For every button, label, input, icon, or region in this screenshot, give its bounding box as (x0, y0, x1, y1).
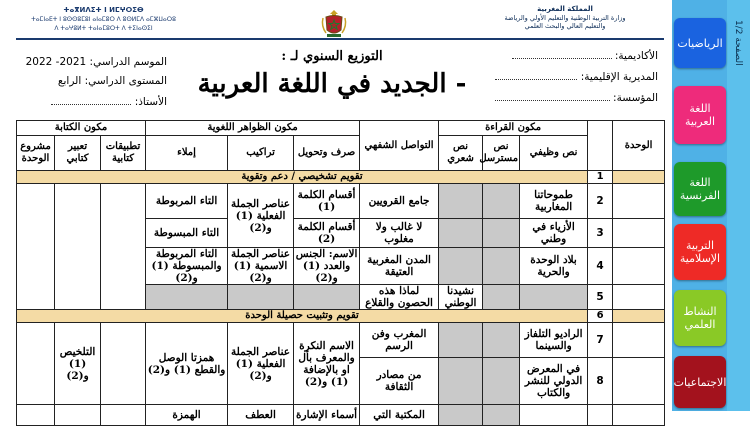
school-year-field: الموسم الدراسي: 2021- 2022 (25, 56, 167, 68)
poetry-text-header: نص شعري (439, 136, 483, 171)
academy-label: الأكاديمية: (614, 50, 658, 62)
writing-apps-cell (101, 323, 146, 405)
row-number: 5 (588, 285, 613, 310)
continuous-text-cell (483, 285, 520, 310)
structures-cell (228, 285, 294, 310)
functional-text-cell: الراديو التلفاز والسينما (520, 323, 588, 358)
functional-text-cell: في المعرض الدولي للنشر والكتاب (520, 358, 588, 405)
teacher-label: الأستاذ: (134, 96, 167, 108)
unit-cell (613, 358, 665, 405)
oral-cell: المكتبة التي (360, 405, 439, 426)
poetry-text-cell (439, 323, 483, 358)
subject-label: الرياضيات (677, 36, 723, 50)
table-row (17, 171, 665, 184)
structures-cell: عناصر الجملة الفعلية (1) و(2) (228, 323, 294, 405)
oral-cell: من مصادر الثقافة (360, 358, 439, 405)
structures-header: تراكيب (228, 136, 294, 171)
morphology-cell: أقسام الكلمة (1) (294, 184, 360, 219)
academy-blank (512, 48, 612, 59)
unit-project-cell (17, 184, 55, 310)
unit-cell (613, 184, 665, 219)
unit-cell (613, 405, 665, 426)
unit-project-cell (17, 405, 55, 426)
structures-cell: عناصر الجملة الاسمية (1) و(2) (228, 248, 294, 285)
row-number-header (588, 121, 613, 171)
poetry-text-cell (439, 219, 483, 248)
poetry-text-cell: نشيدنا الوطني (439, 285, 483, 310)
dictation-header: إملاء (146, 136, 228, 171)
subject-button-math[interactable] (674, 18, 726, 68)
unit-cell (613, 323, 665, 358)
institution-blank (495, 90, 610, 101)
ministry-arabic-text (470, 5, 660, 31)
oral-cell: لماذا هذه الحصون والقلاع (360, 285, 439, 310)
subject-label: اللغة الفرنسية (679, 176, 721, 202)
tifinagh-line-3: ⴷ ⵜⴰⵖⵓⵍⵜ ⵜⴰⵏⴰⵎⵓⵔⵜ ⴷ ⵜⵉⵏⴰⵙⵉⵏ (54, 25, 153, 32)
morphology-header: صرف وتحويل (294, 136, 360, 171)
continuous-text-cell (483, 323, 520, 358)
unit-project-header: مشروع الوحدة (17, 136, 55, 171)
structures-cell: عناصر الجملة الفعلية (1) و(2) (228, 184, 294, 248)
morphology-cell: أقسام الكلمة (2) (294, 219, 360, 248)
written-expression-cell (55, 184, 101, 310)
continuous-text-cell (483, 405, 520, 426)
functional-text-cell: الأزياء في وطني (520, 219, 588, 248)
ministry-line-1: المملكة المغربية (537, 5, 593, 13)
morphology-cell: الاسم: الجنس والعدد (1) و(2) (294, 248, 360, 285)
unit-cell (613, 171, 665, 184)
dictation-cell: الهمزة (146, 405, 228, 426)
institution-field (495, 90, 658, 104)
level-field: المستوى الدراسي: الرابع (57, 75, 167, 87)
annual-distribution-table (16, 120, 665, 426)
subject-label: اللغة العربية (684, 102, 716, 128)
section-label: تقويم تشخيصي / دعم وتقوية (17, 171, 588, 184)
unit-cell (613, 248, 665, 285)
continuous-text-cell (483, 219, 520, 248)
functional-text-cell: طموحاتنا المغاربية (520, 184, 588, 219)
directorate-blank (495, 69, 577, 80)
row-number: 4 (588, 248, 613, 285)
row-number: 8 (588, 358, 613, 405)
teacher-field (51, 94, 167, 108)
dictation-cell: همزتا الوصل والقطع (1) و(2) (146, 323, 228, 405)
functional-text-header: نص وظيفي (520, 136, 588, 171)
table-row (17, 310, 665, 323)
row-number: 3 (588, 219, 613, 248)
poetry-text-cell (439, 405, 483, 426)
morphology-cell (294, 285, 360, 310)
continuous-text-header: نص مسترسل (483, 136, 520, 171)
writing-group-header: مكون الكتابة (17, 121, 146, 136)
page-title: - الجديد في اللغة العربية (197, 69, 467, 99)
row-number: 1 (588, 171, 613, 184)
teacher-blank (51, 94, 131, 105)
header-divider (16, 38, 664, 40)
directorate-label: المديرية الإقليمية: (580, 71, 658, 83)
table-subheader-row (17, 136, 665, 171)
dictation-cell: التاء المبسوطة (146, 219, 228, 248)
morphology-cell: الاسم النكرة والمعرف بأل او بالإضافة (1) و(2) (294, 323, 360, 405)
written-expression-cell (55, 405, 101, 426)
poetry-text-cell (439, 184, 483, 219)
section-label: تقويم وتثبيت حصيلة الوحدة (17, 310, 588, 323)
functional-text-cell (520, 285, 588, 310)
oral-cell: المدن المغربية العتيقة (360, 248, 439, 285)
subject-label: الاجتماعيات (673, 375, 727, 389)
subject-button-islamic[interactable] (674, 224, 726, 280)
reading-group-header: مكون القراءة (439, 121, 588, 136)
tifinagh-line-2: ⵜⴰⵎⵏⴰⴹⵜ ⵏ ⵓⵙⵙⵓⵎⵓⵏ ⴰⵏⴰⵎⵓⵔ ⴷ ⵓⵙⵍⵎⴷ ⴰⵎⵣⵡⴰⵔⵓ (31, 16, 176, 23)
title-block (172, 44, 492, 114)
tifinagh-ministry-text (16, 6, 191, 33)
dictation-cell: التاء المربوطة (146, 184, 228, 219)
institution-label: المؤسسة: (613, 92, 658, 104)
ministry-line-3: والتعليم العالي والبحث العلمي (524, 22, 606, 30)
subject-button-science[interactable] (674, 290, 726, 346)
subject-label: النشاط العلمي (683, 305, 717, 331)
language-group-header: مكون الظواهر اللغوية (146, 121, 360, 136)
unit-project-cell (17, 323, 55, 405)
row-number: 7 (588, 323, 613, 358)
subject-button-social[interactable] (674, 356, 726, 408)
oral-header: التواصل الشفهي (360, 121, 439, 171)
functional-text-cell: بلاد الوحدة والحرية (520, 248, 588, 285)
unit-cell (613, 310, 665, 323)
writing-apps-cell (101, 184, 146, 310)
oral-cell: المغرب وفن الرسم (360, 323, 439, 358)
morphology-cell: أسماء الإشارة (294, 405, 360, 426)
oral-cell: لا غالب ولا مغلوب (360, 219, 439, 248)
written-expression-cell: التلخيص (1) و(2) (55, 323, 101, 405)
table-row (17, 405, 665, 426)
table-header-row (17, 121, 665, 136)
dictation-cell (146, 285, 228, 310)
structures-cell: العطف (228, 405, 294, 426)
moroccan-emblem-icon (321, 8, 347, 38)
written-expression-header: تعبير كتابي (55, 136, 101, 171)
directorate-field (495, 69, 658, 83)
oral-cell: جامع القرويين (360, 184, 439, 219)
ministry-header (0, 0, 672, 48)
writing-apps-header: تطبيقات كتابية (101, 136, 146, 171)
tifinagh-line-1: ⵜⴰⴳⵍⴷⵉⵜ ⵏ ⵍⵎⵖⵔⵉⴱ (63, 6, 144, 14)
subject-button-arabic[interactable] (674, 86, 726, 144)
dictation-cell: التاء المربوطة والمبسوطة (1) و(2) (146, 248, 228, 285)
ministry-line-2: وزارة التربية الوطنية والتعليم الأولي والرياضة (504, 13, 626, 22)
poetry-text-cell (439, 248, 483, 285)
continuous-text-cell (483, 358, 520, 405)
subject-button-french[interactable] (674, 162, 726, 216)
unit-cell (613, 219, 665, 248)
writing-apps-cell (101, 405, 146, 426)
academy-field (512, 48, 658, 62)
poetry-text-cell (439, 358, 483, 405)
subject-label: التربية الإسلامية (679, 239, 721, 265)
table-row (17, 184, 665, 219)
page-indicator: الصفحة 1/2 (733, 20, 743, 66)
functional-text-cell (520, 405, 588, 426)
unit-cell (613, 285, 665, 310)
continuous-text-cell (483, 184, 520, 219)
table-row (17, 323, 665, 358)
continuous-text-cell (483, 248, 520, 285)
title-subtitle: التوزيع السنوي لـ : (281, 49, 383, 64)
unit-header: الوحدة (613, 121, 665, 171)
row-number (588, 405, 613, 426)
row-number: 6 (588, 310, 613, 323)
row-number: 2 (588, 184, 613, 219)
